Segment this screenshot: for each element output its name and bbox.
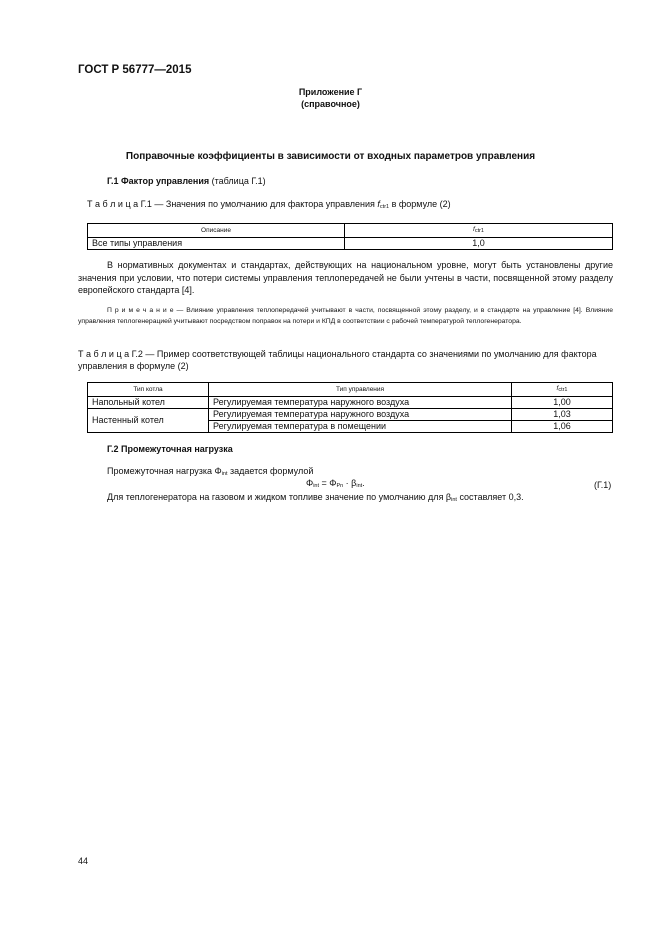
table-g2-caption-text: — Пример соответствующей таблицы национального стандарта со значениями по умолчанию для фактора управления в формуле (2) <box>78 349 597 371</box>
table-g1-caption-text: — Значения по умолчанию для фактора управления <box>151 199 378 209</box>
table-g2-caption-label: Т а б л и ц а Г.2 <box>78 349 143 359</box>
table-g1-caption-end: в формуле (2) <box>389 199 451 209</box>
table-g1 <box>87 223 613 250</box>
page-number: 44 <box>78 856 89 866</box>
appendix-subtitle: (справочное) <box>301 99 360 109</box>
section-title: Поправочные коэффициенты в зависимости от входных параметров управления <box>125 151 536 162</box>
table-g1-caption-sub: ctr1 <box>379 204 390 210</box>
table-cell-control: Регулируемая температура в помещении <box>209 421 512 433</box>
table-g2-caption <box>78 348 613 372</box>
table-cell: Все типы управления <box>88 238 345 250</box>
g1-heading <box>107 176 266 186</box>
formula-g1: $\Phi_{int} = \Phi_{Pn} \cdot \beta_{int}$. <box>306 478 365 489</box>
table-cell-value: 1,03 <box>512 409 613 421</box>
table-header-cell: Описание <box>88 224 345 238</box>
table-g1-caption-symbol: f <box>377 199 380 209</box>
table-header-row <box>88 224 613 238</box>
table-cell-boiler: Настенный котел <box>88 409 209 433</box>
table-row <box>88 238 613 250</box>
g1-paragraph: В нормативных документах и стандартах, действующих на национальном уровне, могут быть установлены другие значения при условии, что потери системы управления теплопередачей не были учтены в части, посвященной этому разделу европейского стандарта [4]. <box>78 260 613 295</box>
table-cell: 1,0 <box>345 238 613 250</box>
table-cell-value: 1,00 <box>512 397 613 409</box>
note-label: П р и м е ч а н и е <box>107 307 174 314</box>
g2-intro: Промежуточная нагрузка $\Phi_{int}$ задается формулой <box>107 466 314 477</box>
table-header-cell: Тип управления <box>209 383 512 397</box>
table-cell-control: Регулируемая температура наружного воздуха <box>209 397 512 409</box>
g2-paragraph: Для теплогенератора на газовом и жидком топливе значение по умолчанию для $\beta_{int}$ составляет 0,3. <box>107 492 524 503</box>
table-header-cell: $f_{ctr1}$ <box>345 224 613 238</box>
table-g1-caption <box>87 199 451 210</box>
formula-number: (Г.1) <box>594 480 612 490</box>
g1-heading-bold: Г.1 Фактор управления <box>107 176 210 186</box>
document-header: ГОСТ Р 56777—2015 <box>78 64 192 76</box>
table-header-cell: Тип котла <box>88 383 209 397</box>
note-text: — Влияние управления теплопередачей учитывают в части, посвященной этому разделу, и в стандарте на управление [4]. Влияние управления теплогенерацией учитывают посредством поправок на потери и КПД в соответствии с рабочей температурой теплогенератора. <box>78 307 613 325</box>
table-g2 <box>87 382 613 433</box>
table-cell-control: Регулируемая температура наружного воздуха <box>209 409 512 421</box>
table-g1-caption-label: Т а б л и ц а Г.1 <box>87 199 152 209</box>
table-cell-value: 1,06 <box>512 421 613 433</box>
g1-heading-rest: (таблица Г.1) <box>209 176 266 186</box>
table-header-cell: $f_{ctr1}$ <box>512 383 613 397</box>
g2-heading: Г.2 Промежуточная нагрузка <box>107 444 233 454</box>
table-header-row <box>88 383 613 397</box>
appendix-title: Приложение Г <box>298 87 363 97</box>
table-row <box>88 409 613 421</box>
g1-note <box>78 306 613 327</box>
table-row <box>88 397 613 409</box>
table-cell-boiler: Напольный котел <box>88 397 209 409</box>
